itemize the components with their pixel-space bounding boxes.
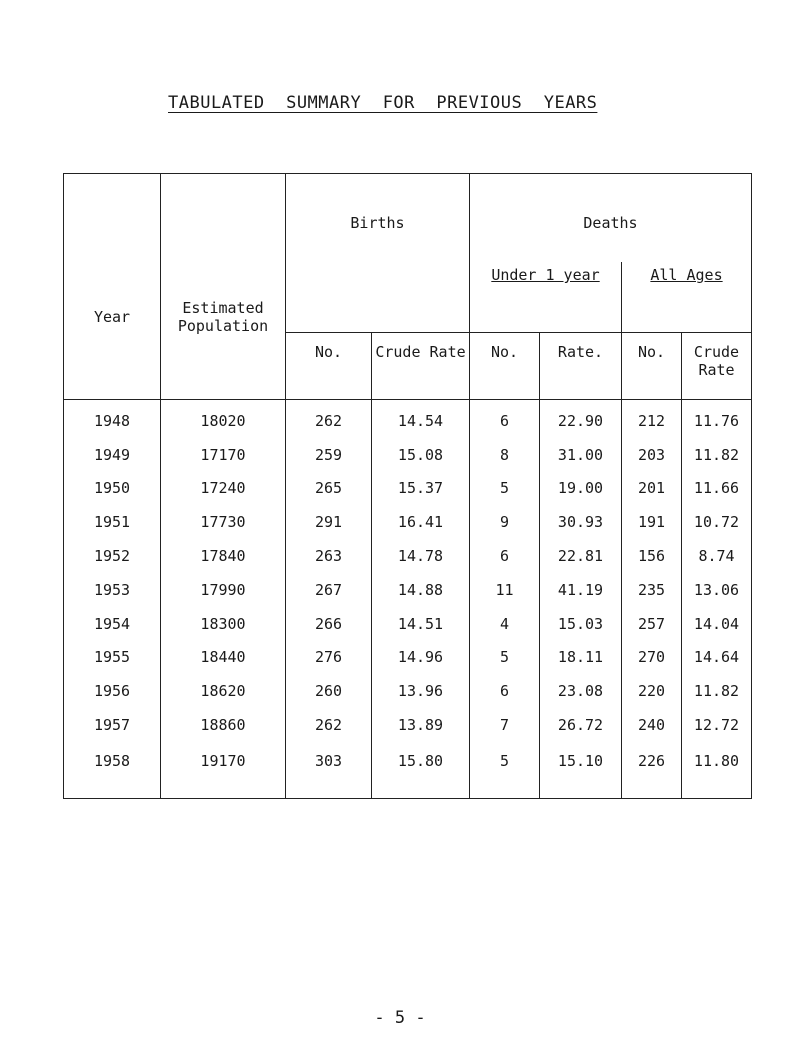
cell-population: 17240 [161,472,286,506]
header-under-1-year: Under 1 year [470,262,622,332]
cell-year: 1955 [64,641,161,675]
cell-deaths-rate: 11.66 [682,472,752,506]
cell-population: 18620 [161,674,286,708]
header-deaths: Deaths [470,174,752,263]
cell-year: 1953 [64,573,161,607]
cell-births-no: 276 [286,641,372,675]
cell-deaths-no: 203 [622,438,682,472]
cell-births-rate: 14.88 [372,573,470,607]
page-title: TABULATED SUMMARY FOR PREVIOUS YEARS [168,93,598,113]
cell-deaths-no: 240 [622,708,682,742]
cell-infant-no: 9 [470,505,540,539]
cell-births-rate: 14.51 [372,607,470,641]
cell-births-rate: 15.08 [372,438,470,472]
cell-births-no: 267 [286,573,372,607]
header-under-1-rate: Rate. [540,333,622,400]
header-population: Estimated Population [161,174,286,400]
table-row [64,400,752,438]
cell-population: 18860 [161,708,286,742]
cell-infant-rate: 22.90 [540,400,622,438]
cell-infant-no: 8 [470,438,540,472]
page-number: - 5 - [374,1008,426,1028]
cell-deaths-no: 156 [622,539,682,573]
cell-population: 18020 [161,400,286,438]
cell-year: 1957 [64,708,161,742]
cell-infant-no: 5 [470,742,540,799]
cell-deaths-rate: 11.82 [682,674,752,708]
header-births: Births [286,174,470,333]
cell-deaths-rate: 12.72 [682,708,752,742]
cell-infant-rate: 15.10 [540,742,622,799]
cell-births-no: 262 [286,708,372,742]
cell-year: 1954 [64,607,161,641]
cell-deaths-no: 235 [622,573,682,607]
cell-births-no: 291 [286,505,372,539]
cell-infant-rate: 31.00 [540,438,622,472]
cell-population: 17170 [161,438,286,472]
cell-births-no: 263 [286,539,372,573]
cell-births-no: 303 [286,742,372,799]
table-row [64,539,752,573]
cell-deaths-rate: 14.64 [682,641,752,675]
cell-infant-no: 6 [470,400,540,438]
cell-year: 1952 [64,539,161,573]
cell-infant-rate: 18.11 [540,641,622,675]
cell-year: 1950 [64,472,161,506]
header-all-ages-no: No. [622,333,682,400]
cell-deaths-rate: 13.06 [682,573,752,607]
summary-table-container [63,173,751,799]
cell-infant-rate: 41.19 [540,573,622,607]
cell-births-rate: 14.96 [372,641,470,675]
cell-deaths-no: 220 [622,674,682,708]
cell-births-rate: 15.37 [372,472,470,506]
table-row [64,708,752,742]
cell-deaths-rate: 14.04 [682,607,752,641]
cell-population: 19170 [161,742,286,799]
cell-births-rate: 14.78 [372,539,470,573]
cell-births-no: 259 [286,438,372,472]
cell-deaths-no: 257 [622,607,682,641]
cell-deaths-no: 201 [622,472,682,506]
header-year: Year [64,174,161,400]
cell-infant-no: 5 [470,641,540,675]
table-row [64,641,752,675]
cell-deaths-rate: 11.82 [682,438,752,472]
header-all-ages: All Ages [622,262,752,332]
cell-infant-rate: 15.03 [540,607,622,641]
cell-infant-rate: 23.08 [540,674,622,708]
summary-table [63,173,752,799]
cell-births-no: 266 [286,607,372,641]
cell-infant-no: 6 [470,539,540,573]
cell-births-rate: 15.80 [372,742,470,799]
cell-population: 17840 [161,539,286,573]
cell-deaths-rate: 8.74 [682,539,752,573]
cell-deaths-no: 226 [622,742,682,799]
header-under-1-no: No. [470,333,540,400]
table-body [64,400,752,799]
cell-infant-no: 5 [470,472,540,506]
cell-births-rate: 16.41 [372,505,470,539]
cell-deaths-no: 270 [622,641,682,675]
table-row [64,573,752,607]
header-all-ages-rate: Crude Rate [682,333,752,400]
cell-deaths-rate: 10.72 [682,505,752,539]
cell-population: 17730 [161,505,286,539]
cell-year: 1958 [64,742,161,799]
cell-population: 17990 [161,573,286,607]
header-births-no: No. [286,333,372,400]
cell-births-rate: 14.54 [372,400,470,438]
cell-year: 1949 [64,438,161,472]
cell-infant-rate: 22.81 [540,539,622,573]
cell-year: 1956 [64,674,161,708]
table-row [64,607,752,641]
table-row [64,505,752,539]
cell-births-no: 265 [286,472,372,506]
cell-deaths-no: 191 [622,505,682,539]
header-births-rate: Crude Rate [372,333,470,400]
cell-births-no: 260 [286,674,372,708]
cell-year: 1948 [64,400,161,438]
cell-infant-no: 7 [470,708,540,742]
cell-births-rate: 13.96 [372,674,470,708]
cell-deaths-rate: 11.80 [682,742,752,799]
cell-infant-no: 11 [470,573,540,607]
cell-infant-rate: 26.72 [540,708,622,742]
table-row [64,472,752,506]
cell-infant-rate: 19.00 [540,472,622,506]
cell-deaths-rate: 11.76 [682,400,752,438]
cell-births-rate: 13.89 [372,708,470,742]
cell-infant-no: 4 [470,607,540,641]
cell-population: 18440 [161,641,286,675]
cell-infant-no: 6 [470,674,540,708]
cell-deaths-no: 212 [622,400,682,438]
table-row [64,438,752,472]
table-row [64,674,752,708]
cell-population: 18300 [161,607,286,641]
cell-infant-rate: 30.93 [540,505,622,539]
cell-births-no: 262 [286,400,372,438]
cell-year: 1951 [64,505,161,539]
table-row [64,742,752,799]
